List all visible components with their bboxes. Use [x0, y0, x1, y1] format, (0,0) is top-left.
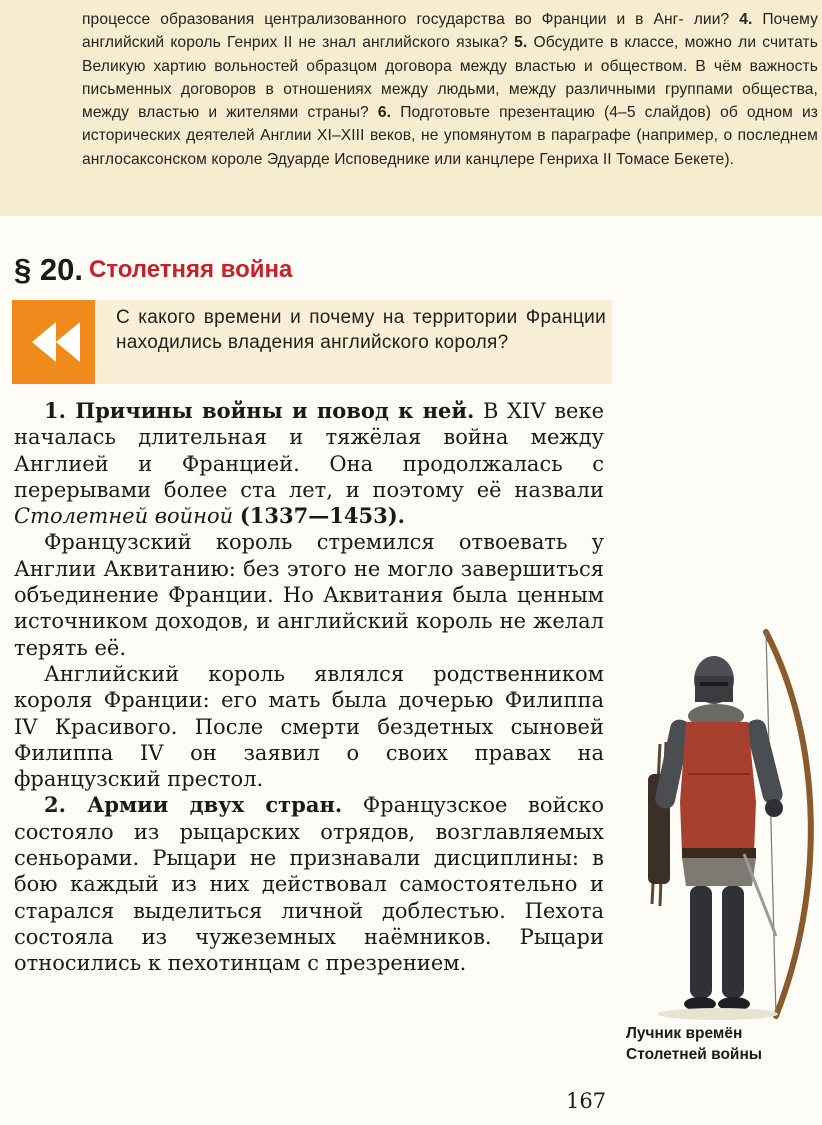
- subheading-causes: 1. Причины войны и повод к ней.: [44, 398, 475, 423]
- page-number: 167: [565, 1089, 607, 1113]
- question-5-text: Обсудите в классе, можно ли считать Великую хартию вольностей образцом договора между властью и обществом. В чём важность письменных договоров в отношениях между людьми, между различными группами общества, между властью и жителями страны?: [82, 34, 819, 122]
- question-6-number: 6.: [377, 104, 392, 122]
- section-title: Столетняя война: [88, 256, 293, 283]
- paragraph-3: Английский король являлся родственником короля Франции: его мать была дочерью Филиппа IV Красивого. После смерти бездетных сыновей Филиппа IV он заявил о своих правах на французский престол.: [14, 661, 604, 792]
- subheading-armies: 2. Армии двух стран.: [44, 792, 343, 818]
- paragraph-1: [14, 398, 604, 529]
- question-line-1: процессе образования централизованного государства во Франции и в Анг-: [82, 11, 684, 28]
- archer-illustration: [626, 624, 822, 1028]
- paragraph-4: [14, 792, 604, 976]
- rewind-double-chevron-icon: [12, 300, 95, 384]
- section-number: § 20.: [14, 252, 83, 287]
- questions-text: [82, 8, 818, 171]
- recall-question: С какого времени и почему на территории Франции находились владения английского короля?: [116, 307, 606, 353]
- term-hundred-years-war: Столетней войной: [14, 504, 234, 529]
- paragraph-2: Французский король стремился отвоевать у Англии Аквитанию: без этого не могло завершиться объединение Франции. Но Аквитания была ценным источником доходов, и английский король не желал терять её.: [14, 530, 604, 660]
- question-line-2-pre: лии?: [693, 11, 730, 28]
- section-heading: [14, 252, 292, 292]
- question-4-text: Почему английский король Генрих II не знал английского языка?: [82, 11, 818, 52]
- question-4-number: 4.: [739, 11, 753, 28]
- main-text: [14, 398, 604, 977]
- paragraph-1-text: В XIV веке началась длительная и тяжёлая война между Англией и Францией. Она продолжалась с перерывами более ста лет, и поэтому её назвали: [14, 399, 604, 502]
- question-5-number: 5.: [514, 34, 528, 52]
- war-dates: (1337—1453).: [239, 503, 405, 529]
- caption-line-2: Столетней войны: [626, 1046, 763, 1063]
- question-6-text: Подготовьте презентацию (4–5 слайдов) об одном из исторических деятелей Англии XI–XIII веков, не упомянутом в параграфе (например, о последнем англосаксонском короле Эдуарде Исповеднике или канцлере Генриха II Томасе Бекете).: [82, 104, 818, 168]
- questions-box: [0, 0, 822, 216]
- caption-line-1: Лучник времён: [626, 1025, 743, 1042]
- recall-box: [12, 300, 612, 384]
- paragraph-4-text: Французское войско состояло из рыцарских отрядов, возглавляемых сеньорами. Рыцари не признавали дисциплины: в бою каждый из них действовал самостоятельно и старался выделиться личной доблестью. Пехота состояла из чужеземных наёмников. Рыцари относились к пехотинцам с презрением.: [14, 793, 604, 976]
- figure-caption: [626, 1023, 822, 1065]
